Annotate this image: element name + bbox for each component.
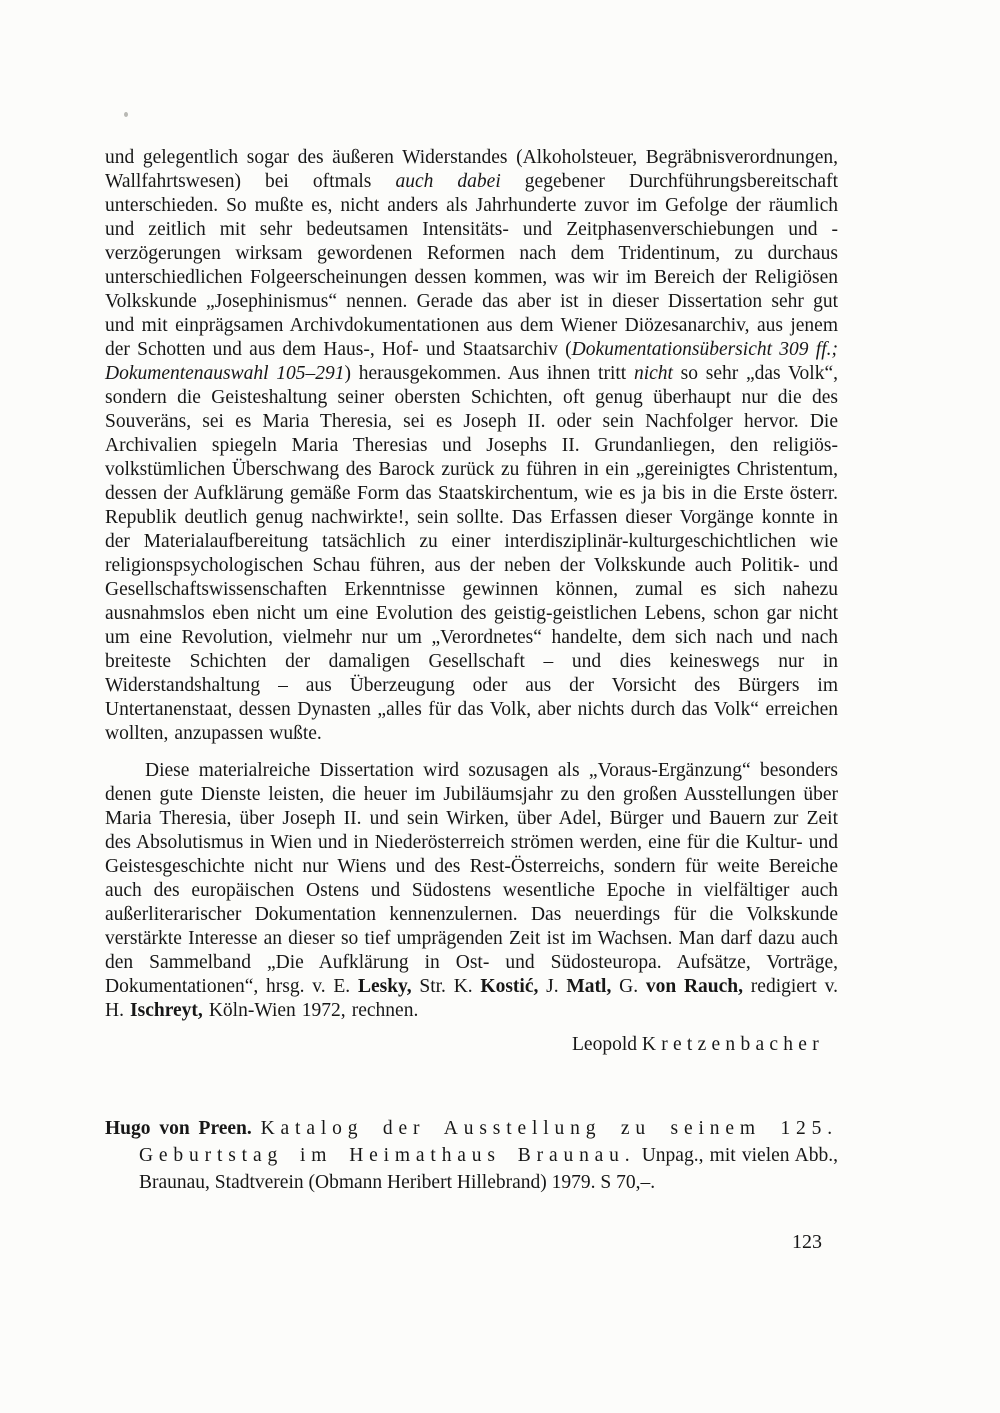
text-segment: Köln-Wien 1972, rechnen. [202,1000,419,1021]
text-segment: redigiert v. H. [105,976,838,1021]
text-segment: Diese materialreiche Dissertation wird sozusagen als „Voraus-Ergänzung“ besonders denen gute Dienste leisten, die heuer im Jubiläumsjahr zu den großen Ausstellungen über Maria Theresia, über Joseph II. und sein Wirken, über Adel, Bürger und Bauern zur Zeit des Absolutismus in Wien und in Niederösterreich strömen werden, eine für die Kultur- und Geistesgeschichte nicht nur Wiens und des Rest-Österreichs, sondern für weite Bereiche auch des europäischen Ostens und Südostens wesentliche Epoche in vielfältiger auch außerliterarischer Dokumentation kennenzulernen. Das neuerdings für die Volkskunde verstärkte Interesse an dieser so tief umprägenden Zeit ist im Wachsen. Man darf dazu auch den Sammelband „Die Aufklärung in Ost- und Südosteuropa. Aufsätze, Vorträge, Dokumentationen“, hrsg. v. E. [105,760,838,997]
text-segment: G. [611,976,646,997]
reviewer-signature [105,1033,838,1057]
text-segment-italic: auch dabei [395,171,501,192]
reviewer-given-name: Leopold [572,1034,642,1055]
text-segment-bold: von Rauch, [645,976,744,997]
text-segment-bold: Lesky, [357,976,412,997]
text-segment-bold: Matl, [566,976,612,997]
text-segment: J. [538,976,567,997]
scan-speck [124,112,128,117]
text-block [105,146,838,1254]
text-segment: gegebener Durchführungsbereitschaft unterschieden. So mußte es, nicht anders als Jahrhunderte zuvor im Gefolge der räumlich und zeitlich mit sehr bedeutsamen Intensitäts- und Zeitphasenverschiebungen und -verzögerungen wirksam gewordenen Reformen nach dem Tridentinum, zu durchaus unterschiedlichen Folgeerscheinungen dessen kommen, was wir im Bereich der Religiösen Volkskunde „Josephinismus“ nennen. Gerade das aber ist in dieser Dissertation sehr gut und mit einprägsamen Archivdokumentationen aus dem Wiener Diözesanarchiv, aus jenem der Schotten und aus dem Haus-, Hof- und Staatsarchiv ( [105,171,838,360]
paragraph-review-continuation [105,146,838,746]
text-segment-italic: Dokumentationsübersicht 309 ff.; Dokumentenauswahl 105–291 [105,339,838,384]
text-segment: Str. K. [411,976,481,997]
text-segment: und gelegentlich sogar des äußeren Widerstandes (Alkoholsteuer, Begräbnisverordnungen, Wallfahrtswesen) bei oftmals [105,147,838,192]
text-segment-bold: Ischreyt, [130,1000,203,1021]
text-segment: ) herausgekommen. Aus ihnen tritt [344,363,634,384]
page-number: 123 [792,1231,822,1253]
text-segment-italic: nicht [633,363,673,384]
bibliography-entry [105,1115,838,1196]
text-segment-bold: Kostić, [480,976,539,997]
reviewer-surname: Kretzenbacher [641,1034,824,1055]
text-segment: so sehr „das Volk“, sondern die Geisteshaltung seiner obersten Schichten, oft genug überhaupt nur die des Souveräns, sei es Maria Theresia, sei es Joseph II. oder sein Nachfolger hervor. Die Archivalien spiegeln Maria Theresias und Josephs II. Grundanliegen, den religiös-volkstümlichen Überschwang des Barock zurück zu führen in ein „gereinigtes Christentum, dessen der Aufklärung gemäße Form das Staatskirchentum, wie es ja bis in die Erste österr. Republik deutlich genug nachwirkte!, sein sollte. Das Erfassen dieser Vorgänge konnte in der Materialaufbereitung tatsächlich zu einer interdisziplinär-kulturgeschichtlichen wie religionspsychologischen Schau führen, aus der neben der Volkskunde auch Politik- und Gesellschaftswissenschaften Erkenntnisse gewinnen können, zumal es sich nahezu ausnahmslos eben nicht um eine Evolution des geistig-geistlichen Lebens, schon gar nicht um eine Revolution, vielmehr nur um „Verordnetes“ handelte, dem sich nach und nach breiteste Schichten der damaligen Gesellschaft – und dies keineswegs nur in Widerstandshaltung – aus Überzeugung oder aus der Vorsicht des Bürgers im Untertanenstaat, dessen Dynasten „alles für das Volk, aber nichts durch das Volk“ erreichen wollten, anzupassen wußte. [105,363,838,744]
bib-imprint: Unpag., mit vielen Abb., Braunau, Stadtverein (Obmann Heribert Hillebrand) 1979. S 70,–. [139,1145,838,1193]
bib-title: Katalog der Ausstellung zu seinem 125. Geburtstag im Heimathaus Braunau. [139,1118,838,1166]
paragraph-review-closing [105,759,838,1023]
bib-author: Hugo von Preen. [105,1118,261,1139]
